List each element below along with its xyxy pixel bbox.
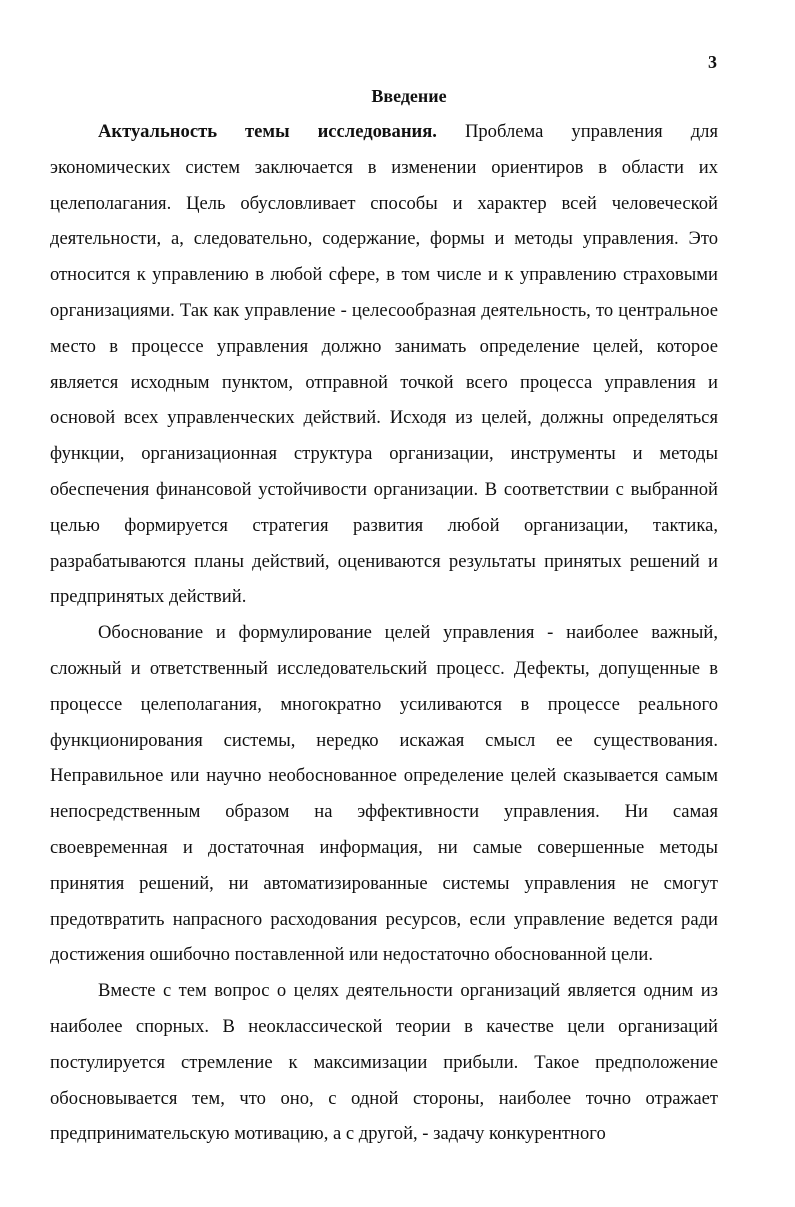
paragraph-goal-setting: Обоснование и формулирование целей управления - наиболее важный, сложный и ответственный исследовательский процесс. Дефекты, допущенные в процессе целеполагания, многократно усиливаются в процессе реального функционирования системы, нередко искажая смысл ее существования. Неправильное или научно необоснованное определение целей сказывается самым непосредственным образом на эффективности управления. Ни самая своевременная и достаточная информация, ни самые совершенные методы принятия решений, ни автоматизированные системы управления не смогут предотвратить напрасного расходования ресурсов, если управление ведется ради достижения ошибочно поставленной или недостаточно обоснованной цели. (50, 622, 718, 966)
paragraph-text: Проблема управления для экономических систем заключается в изменении ориентиров в области их целеполагания. Цель обусловливает способы и характер всей человеческой деятельности, а, следовательно, содержание, формы и методы управления. Это относится к управлению в любой сфере, в том числе и к управлению страховыми организациями. Так как управление - целесообразная деятельность, то центральное место в процессе управления должно занимать определение целей, которое является исходным пунктом, отправной точкой всего процесса управления и основой всех управленческих действий. Исходя из целей, должны определяться функции, организационная структура организации, инструменты и методы обеспечения финансовой устойчивости организации. В соответствии с выбранной целью формируется стратегия развития любой организации, тактика, разрабатываются планы действий, оцениваются результаты принятых решений и предпринятых действий. (50, 121, 718, 608)
paragraph-organization-goals: Вместе с тем вопрос о целях деятельности организаций является одним из наиболее спорных. В неоклассической теории в качестве цели организаций постулируется стремление к максимизации прибыли. Такое предположение обосновывается тем, что оно, с одной стороны, наиболее точно отражает предпринимательскую мотивацию, а с другой, - задачу конкурентного (50, 980, 718, 1145)
body-text (50, 114, 718, 1152)
page-number: 3 (708, 52, 717, 72)
paragraph-relevance (50, 114, 718, 615)
section-heading: Введение (371, 86, 447, 106)
paragraph-lead: Актуальность темы исследования. (98, 121, 437, 142)
